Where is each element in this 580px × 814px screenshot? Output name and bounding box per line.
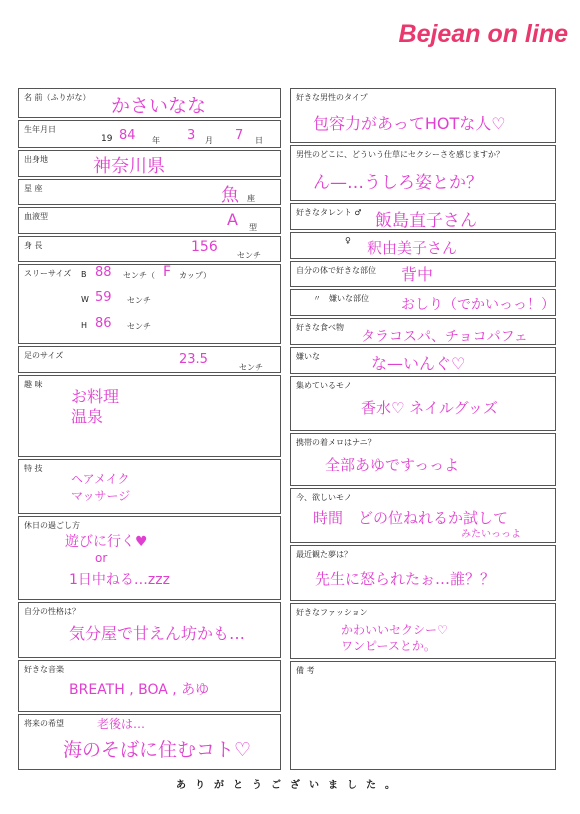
- height-row: [18, 236, 281, 262]
- sign-unit: 座: [247, 194, 255, 203]
- waist-label: W: [81, 295, 89, 304]
- body-like-value: 背中: [401, 265, 434, 284]
- dream-value: 先生に怒られたぉ…誰？？: [315, 570, 496, 588]
- height-label: 身 長: [24, 241, 43, 250]
- sign-value: 魚: [221, 185, 239, 206]
- future-label: 将来の希望: [24, 719, 64, 728]
- sizes-row: [18, 264, 281, 344]
- personality-label: 自分の性格は？: [24, 607, 80, 616]
- skill-line-1: ヘアメイク: [71, 472, 130, 486]
- food-row: [290, 318, 556, 345]
- collect-label: 集めているモノ: [296, 381, 352, 390]
- dream-row: [290, 545, 556, 601]
- body-like-row: [290, 261, 556, 287]
- birthday-month: 3: [187, 128, 196, 143]
- dislike-value: な—いんぐ♡: [371, 354, 466, 373]
- holiday-line-1: 遊びに行く♥: [65, 534, 148, 550]
- fashion-line-2: ワンピースとか。: [341, 639, 436, 653]
- hobby-line-1: お料理: [71, 387, 120, 406]
- talent-male-row: [290, 203, 556, 230]
- hometown-value: 神奈川県: [93, 156, 165, 177]
- hobby-label: 趣 味: [24, 380, 43, 389]
- ringtone-value: 全部あゆですっっよ: [325, 456, 460, 474]
- foot-unit: センチ: [239, 363, 263, 372]
- want-line-1: 時間 どの位ねれるか試して: [313, 509, 509, 527]
- music-row: [18, 660, 281, 712]
- fashion-line-1: かわいいセクシー♡: [341, 623, 448, 637]
- body-dislike-label: 〃 嫌いな部位: [313, 294, 369, 303]
- want-row: [290, 488, 556, 543]
- birthday-day-unit: 日: [255, 136, 263, 145]
- waist-value: 59: [95, 290, 112, 305]
- holiday-line-3: 1日中ねる…zzz: [69, 572, 170, 588]
- body-like-label: 自分の体で好きな部位: [296, 266, 376, 275]
- collect-row: [290, 376, 556, 431]
- hip-unit: センチ: [127, 322, 151, 331]
- hobby-line-2: 温泉: [71, 407, 104, 426]
- skill-label: 特 技: [24, 464, 43, 473]
- sizes-label: スリーサイズ: [24, 269, 72, 278]
- birthday-row: [18, 120, 281, 148]
- bust-unit: センチ（: [123, 271, 155, 280]
- ringtone-label: 携帯の着メロはナニ？: [296, 438, 376, 447]
- birthday-year: 84: [119, 128, 136, 143]
- future-line-1: 老後は…: [97, 717, 146, 731]
- notes-label: 備 考: [296, 666, 315, 675]
- food-value: タラコスパ、チョコパフェ: [361, 329, 528, 345]
- waist-unit: センチ: [127, 296, 151, 305]
- talent-male-label: 好きなタレント ♂: [296, 208, 362, 217]
- dream-label: 最近観た夢は？: [296, 550, 352, 559]
- sexy-row: [290, 145, 556, 201]
- type-value: 包容力があってHOTな人♡: [313, 114, 506, 133]
- talent-female-label: ♀: [345, 236, 351, 245]
- birthday-month-unit: 月: [205, 136, 213, 145]
- want-line-2: みたいっっよ: [461, 529, 521, 540]
- bust-value: 88: [95, 265, 112, 280]
- bust-label: B: [81, 270, 87, 279]
- music-value: BREATH , BOA , あゆ: [69, 682, 210, 698]
- name-value: かさいなな: [111, 95, 207, 117]
- fashion-row: [290, 603, 556, 659]
- thank-you-footer: ありがとうございました。: [176, 780, 404, 791]
- blood-unit: 型: [249, 223, 257, 232]
- name-row: [18, 88, 281, 118]
- birthday-day: 7: [235, 128, 244, 143]
- cup-unit: カップ）: [179, 271, 211, 280]
- future-line-2: 海のそばに住むコト♡: [63, 739, 252, 761]
- sexy-label: 男性のどこに、どういう仕草にセクシーさを感じますか？: [296, 150, 504, 159]
- food-label: 好きな食べ物: [296, 323, 344, 332]
- foot-value: 23.5: [179, 352, 208, 367]
- name-label: 名 前（ふりがな）: [24, 93, 91, 102]
- sign-label: 星 座: [24, 184, 43, 193]
- holiday-row: [18, 516, 281, 600]
- dislike-label: 嫌いな: [296, 352, 320, 361]
- hobby-row: [18, 375, 281, 457]
- foot-row: [18, 346, 281, 373]
- hometown-row: [18, 150, 281, 177]
- hometown-label: 出身地: [24, 155, 48, 164]
- cup-value: F: [163, 264, 172, 280]
- ringtone-row: [290, 433, 556, 486]
- body-dislike-value: おしり（でかいっっ！）: [401, 297, 555, 313]
- fashion-label: 好きなファッション: [296, 608, 368, 617]
- collect-value: 香水♡ ネイルグッズ: [361, 399, 498, 417]
- future-row: [18, 714, 281, 770]
- want-label: 今、欲しいモノ: [296, 493, 352, 502]
- sign-row: [18, 179, 281, 205]
- birthday-label: 生年月日: [24, 125, 56, 134]
- talent-male-value: 飯島直子さん: [375, 211, 477, 231]
- music-label: 好きな音楽: [24, 665, 64, 674]
- skill-line-2: マッサージ: [71, 489, 131, 503]
- bejean-logo: Bejean on line: [398, 20, 568, 48]
- birthday-year-unit: 年: [152, 136, 160, 145]
- holiday-line-2: or: [95, 551, 108, 565]
- height-value: 156: [191, 239, 218, 255]
- blood-label: 血液型: [24, 212, 48, 221]
- foot-label: 足のサイズ: [24, 351, 64, 360]
- holiday-label: 休日の過ごし方: [24, 521, 80, 530]
- birthday-century: 19: [101, 134, 113, 144]
- skill-row: [18, 459, 281, 514]
- sexy-value: ん—…うしろ姿とか？: [313, 173, 483, 193]
- type-label: 好きな男性のタイプ: [296, 93, 368, 102]
- dislike-row: [290, 347, 556, 374]
- blood-row: [18, 207, 281, 234]
- notes-row: [290, 661, 556, 770]
- personality-value: 気分屋で甘えん坊かも…: [69, 624, 246, 643]
- talent-female-value: 釈由美子さん: [367, 239, 458, 257]
- talent-female-row: [290, 232, 556, 259]
- personality-row: [18, 602, 281, 658]
- body-dislike-row: [290, 289, 556, 316]
- blood-value: A: [227, 210, 238, 229]
- type-row: [290, 88, 556, 143]
- hip-value: 86: [95, 316, 112, 331]
- hip-label: H: [81, 321, 88, 330]
- height-unit: センチ: [237, 251, 261, 260]
